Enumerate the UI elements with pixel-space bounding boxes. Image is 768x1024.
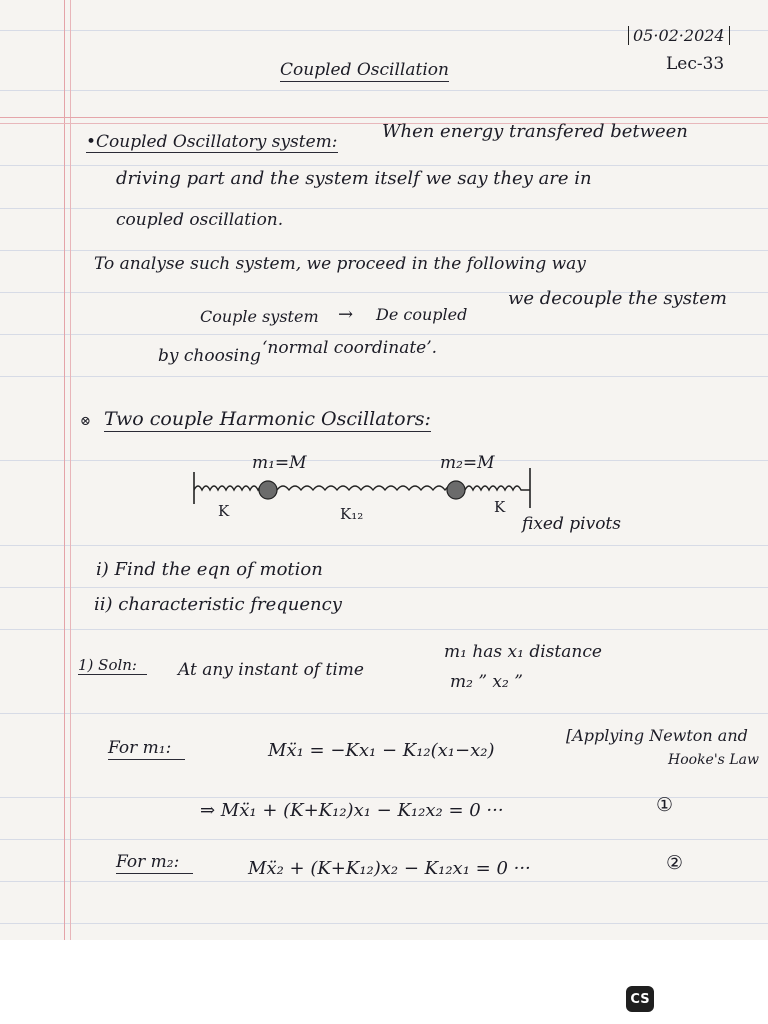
m2-distance: m₂ ” x₂ ” [450, 672, 523, 692]
equation-1: ⇒ Mẍ₁ + (K+K₁₂)x₁ − K₁₂x₂ = 0 ··· [200, 800, 504, 821]
definition-term: •Coupled Oscillatory system: [86, 132, 338, 152]
spring-left-label: K [218, 502, 230, 520]
solution-statement: At any instant of time [178, 660, 364, 680]
spring-right [465, 486, 530, 490]
for-m1-label: For m₁: [108, 738, 185, 760]
mass-1 [259, 481, 277, 499]
mass-2 [447, 481, 465, 499]
for-m2-label: For m₂: [116, 852, 193, 874]
equation-2-number: ② [666, 852, 684, 874]
definition-line-3: coupled oscillation. [116, 210, 284, 230]
flow-from: Couple system [200, 307, 319, 326]
equation-m1: Mẍ₁ = −Kx₁ − K₁₂(x₁−x₂) [268, 740, 495, 761]
definition-line-2: driving part and the system itself we say they are in [116, 168, 592, 189]
mass-2-label: m₂=M [440, 453, 495, 473]
flow-arrow-icon: → [338, 304, 354, 325]
analyse-line: To analyse such system, we proceed in the following way [94, 254, 586, 274]
equation-note-2: Hooke's Law [668, 752, 759, 768]
mass-1-label: m₁=M [252, 453, 307, 473]
flow-note: we decouple the system [508, 288, 727, 309]
equation-2: Mẍ₂ + (K+K₁₂)x₂ − K₁₂x₁ = 0 ··· [248, 858, 531, 879]
task-2: ii) characteristic frequency [94, 594, 342, 615]
bullet-icon: ⊗ [80, 414, 91, 429]
equation-note-1: [Applying Newton and [566, 726, 748, 745]
camscanner-logo-icon: CS [626, 986, 654, 1012]
normal-coordinate: ‘normal coordinate’. [262, 338, 438, 358]
page-title: Coupled Oscillation [280, 60, 449, 80]
spring-right-label: K [494, 498, 506, 516]
normal-prefix: by choosing [158, 346, 261, 366]
spring-middle-label: K₁₂ [340, 505, 364, 523]
equation-1-number: ① [656, 794, 674, 816]
date-text: 05·02·2024 [628, 26, 730, 45]
lecture-number: Lec-33 [666, 54, 725, 74]
solution-label: 1) Soln: [78, 656, 147, 675]
fixed-pivots-label: fixed pivots [522, 514, 621, 534]
task-1: i) Find the eqn of motion [96, 559, 323, 580]
footer-area [0, 940, 768, 1024]
section-heading: Two couple Harmonic Oscillators: [104, 408, 431, 430]
oscillator-diagram [180, 460, 640, 550]
m1-distance: m₁ has x₁ distance [444, 642, 602, 662]
flow-to: De coupled [376, 305, 468, 324]
spring-middle [277, 486, 461, 490]
definition-line-1: When energy transfered between [382, 121, 688, 142]
